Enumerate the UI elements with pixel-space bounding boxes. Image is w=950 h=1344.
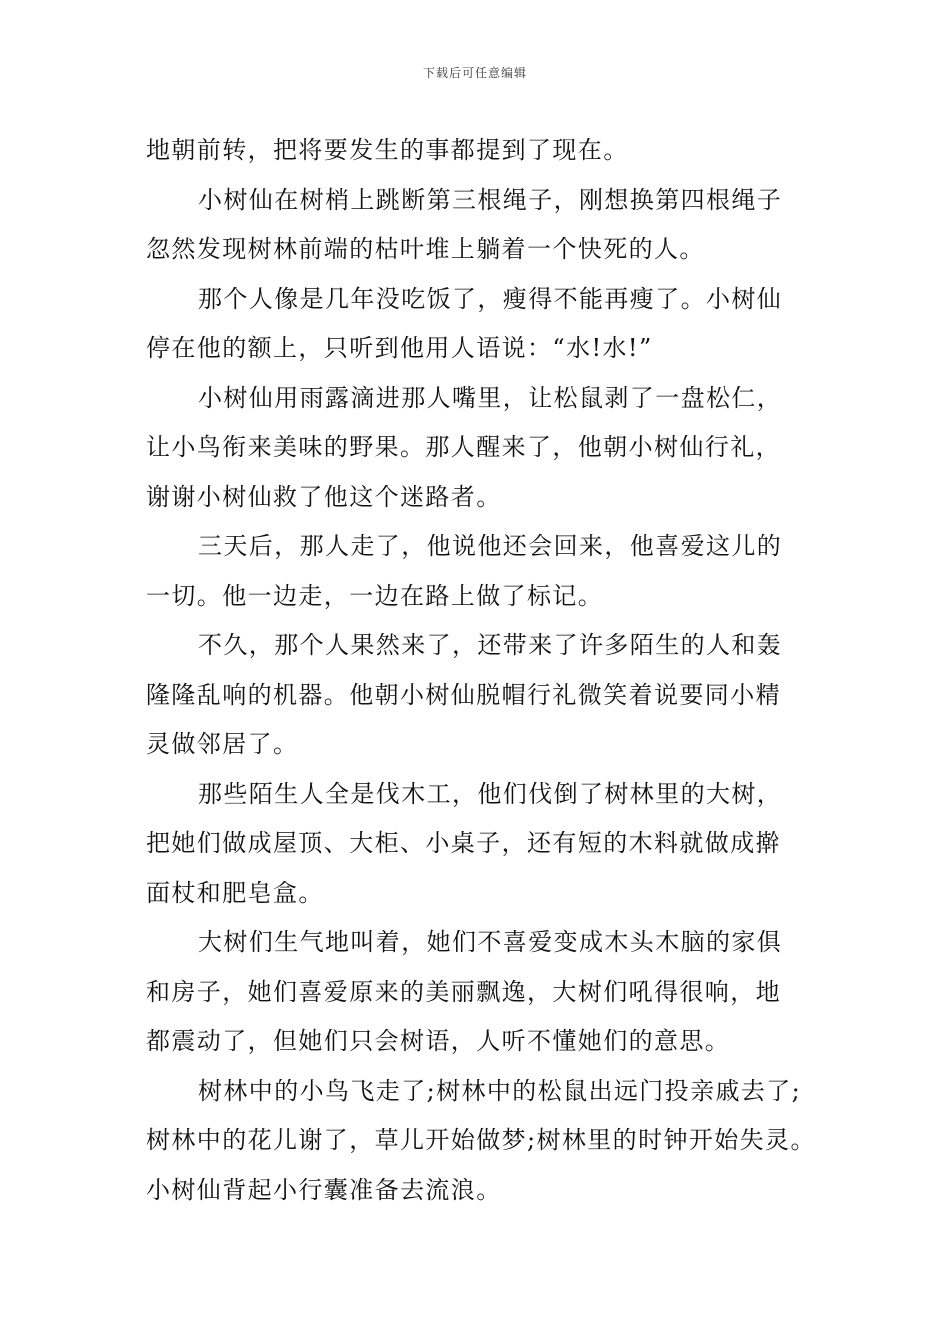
text-line: 小树仙背起小行囊准备去流浪。 (146, 1175, 502, 1204)
text-line: 谢谢小树仙救了他这个迷路者。 (146, 482, 502, 511)
paragraph (146, 621, 826, 770)
text-line: 停在他的额上，只听到他用人语说：“水!水!” (146, 334, 653, 362)
text-line: 忽然发现树林前端的枯叶堆上躺着一个快死的人。 (146, 235, 705, 263)
text-line: 那个人像是几年没吃饭了，瘦得不能再瘦了。小树仙 (198, 284, 783, 313)
text-line: 让小鸟衔来美味的野果。那人醒来了，他朝小树仙行礼， (146, 433, 781, 461)
text-line: 隆隆乱响的机器。他朝小树仙脱帽行礼微笑着说要同小精 (146, 680, 781, 709)
text-line: 一切。他一边走，一边在路上做了标记。 (146, 581, 604, 610)
paragraph (146, 126, 826, 176)
text-line: 和房子，她们喜爱原来的美丽飘逸，大树们吼得很响，地 (146, 977, 781, 1006)
text-line: 那些陌生人全是伐木工，他们伐倒了树林里的大树， (198, 779, 783, 808)
paragraph (146, 770, 826, 919)
text-line: 大树们生气地叫着，她们不喜爱变成木头木脑的家俱 (198, 928, 783, 956)
text-line: 都震动了，但她们只会树语，人听不懂她们的意思。 (146, 1027, 731, 1055)
text-line: 树林中的小鸟飞走了;树林中的松鼠出远门投亲戚去了; (198, 1076, 802, 1105)
paragraph (146, 522, 826, 621)
paragraph (146, 374, 826, 523)
text-line: 把她们做成屋顶、大柜、小桌子，还有短的木料就做成擀 (146, 829, 781, 857)
text-line: 灵做邻居了。 (146, 730, 299, 758)
text-line: 小树仙用雨露滴进那人嘴里，让松鼠剥了一盘松仁， (198, 383, 783, 412)
text-line: 小树仙在树梢上跳断第三根绳子，刚想换第四根绳子 (198, 185, 783, 214)
document-body (146, 126, 826, 1215)
text-line: 地朝前转，把将要发生的事都提到了现在。 (146, 136, 629, 164)
paragraph (146, 176, 826, 275)
paragraph (146, 918, 826, 1067)
page-header: 下载后可任意编辑 (422, 66, 527, 80)
text-line: 不久，那个人果然来了，还带来了许多陌生的人和轰 (198, 631, 783, 659)
text-line: 三天后，那人走了，他说他还会回来，他喜爱这儿的 (198, 532, 783, 560)
text-line: 面杖和肥皂盒。 (146, 878, 324, 907)
text-line: 树林中的花儿谢了，草儿开始做梦;树林里的时钟开始失灵。 (146, 1126, 816, 1154)
paragraph (146, 1067, 826, 1216)
paragraph (146, 275, 826, 374)
